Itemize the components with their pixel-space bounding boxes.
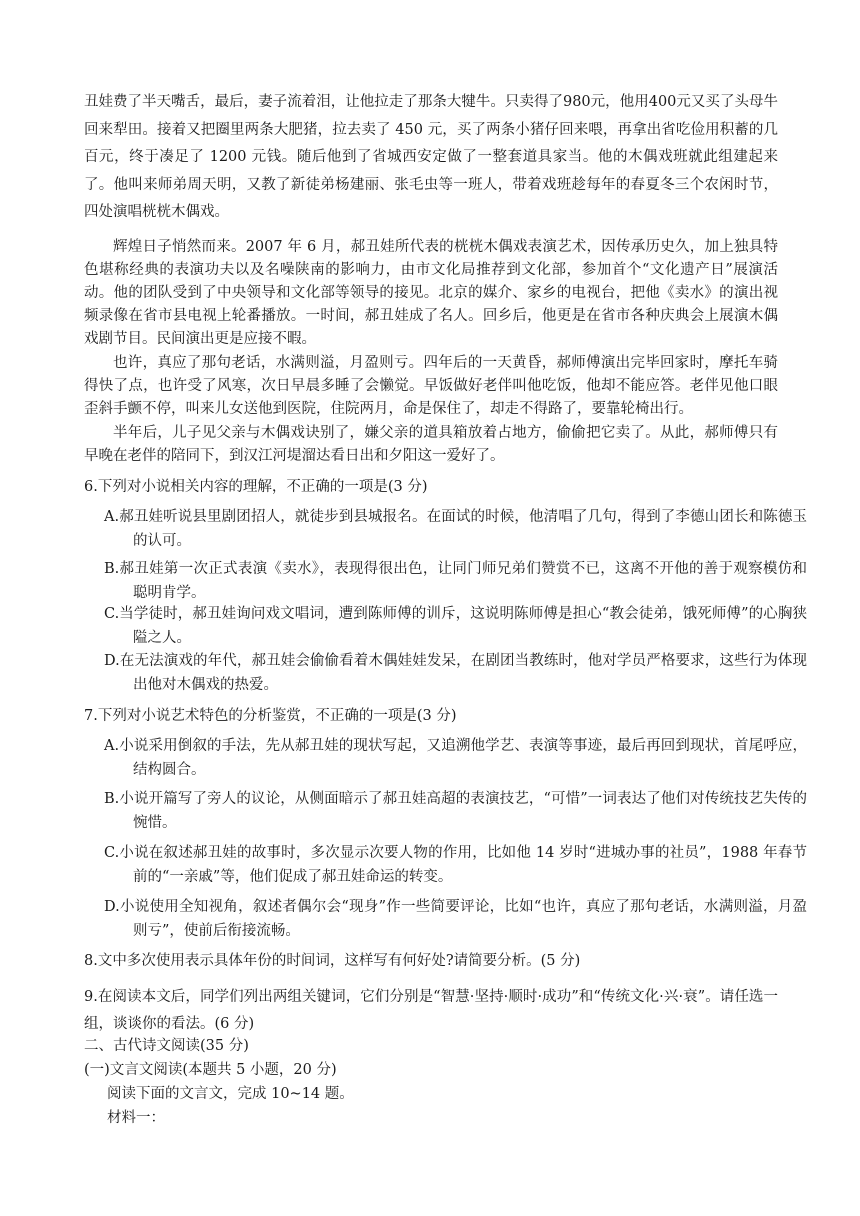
section-title: 二、古代诗文阅读(35 分)	[84, 1038, 249, 1054]
question-9-stem: 9.在阅读本文后，同学们列出两组关键词，它们分别是“智慧·坚持·顺时·成功”和“传统文化·兴·衰”。请任选一组，谈谈你的看法。(6 分)	[84, 989, 778, 1032]
subsection-title: (一)文言文阅读(本题共 5 小题，20 分)	[84, 1062, 337, 1078]
question-6-option-d: D.在无法演戏的年代，郝丑娃会偷偷看着木偶娃娃发呆，在剧团当教练时，他对学员严格要求，这些行为体现出他对木偶戏的热爱。	[104, 653, 807, 693]
story-paragraph-decline: 也许，真应了那句老话，水满则溢，月盈则亏。四年后的一天黄昏，郝师傅演出完毕回家时，摩托车骑得快了点，也许受了风寒，次日早晨多睡了会懒觉。早饭做好老伴叫他吃饭，他却不能应答。老伴见他口眼歪斜手颤不停，叫来儿女送他到医院，住院两月，命是保住了，却走不得路了，要靠轮椅出行。	[84, 355, 778, 417]
question-6-option-a: A.郝丑娃听说县里剧团招人，就徒步到县城报名。在面试的时候，他清唱了几句，得到了李德山团长和陈德玉的认可。	[104, 509, 807, 549]
reading-instruction: 阅读下面的文言文，完成 10~14 题。	[107, 1086, 354, 1102]
material-label: 材料一：	[107, 1110, 165, 1126]
story-paragraph-glory: 辉煌日子悄然而来。2007 年 6 月，郝丑娃所代表的桄桄木偶戏表演艺术，因传承历史久，加上独具特色堪称经典的表演功夫以及名噪陕南的影响力，由市文化局推荐到文化部，参加首个“文化遗产日”展演活动。他的团队受到了中央领导和文化部等领导的接见。北京的媒介、家乡的电视台，把他《卖水》的演出视频录像在省市县电视上轮番播放。一时间，郝丑娃成了名人。回乡后，他更是在省市各种庆典会上展演木偶戏剧节目。民间演出更是应接不暇。	[84, 239, 778, 347]
story-paragraph-continued: 丑娃费了半天嘴舌，最后，妻子流着泪，让他拉走了那条大犍牛。只卖得了980元，他用400元又买了头母牛回来犁田。接着又把圈里两条大肥猪，拉去卖了 450 元，买了两条小猪仔回来喂，再拿出省吃俭用积蓄的几百元，终于凑足了 1200 元钱。随后他到了省城西安定做了一整套道具家当。他的木偶戏班就此组建起来了。他叫来师弟周天明，又教了新徒弟杨建丽、张毛虫等一班人，带着戏班趁每年的春夏冬三个农闲时节，四处演唱桄桄木偶戏。	[84, 94, 778, 220]
question-7-option-a: A.小说采用倒叙的手法，先从郝丑娃的现状写起，又追溯他学艺、表演等事迹，最后再回到现状，首尾呼应，结构圆合。	[104, 738, 807, 778]
question-7-stem: 7.下列对小说艺术特色的分析鉴赏，不正确的一项是(3 分)	[84, 708, 457, 724]
question-8-stem: 8.文中多次使用表示具体年份的时间词，这样写有何好处?请简要分析。(5 分)	[84, 953, 581, 969]
story-paragraph-end: 半年后，儿子见父亲与木偶戏诀别了，嫌父亲的道具箱放着占地方，偷偷把它卖了。从此，郝师傅只有早晚在老伴的陪同下，到汉江河堤溜达看日出和夕阳这一爱好了。	[84, 425, 778, 464]
question-6-stem: 6.下列对小说相关内容的理解，不正确的一项是(3 分)	[84, 479, 428, 495]
question-7-option-d: D.小说使用全知视角，叙述者偶尔会“现身”作一些简要评论，比如“也许，真应了那句老话，水满则溢，月盈则亏”，使前后衔接流畅。	[104, 899, 807, 939]
question-6-option-c: C.当学徒时，郝丑娃询问戏文唱词，遭到陈师傅的训斥，这说明陈师傅是担心“教会徒弟，饿死师傅”的心胸狭隘之人。	[104, 606, 807, 646]
question-7-option-c: C.小说在叙述郝丑娃的故事时，多次显示次要人物的作用，比如他 14 岁时“进城办事的社员”，1988 年春节前的“一亲戚”等，他们促成了郝丑娃命运的转变。	[104, 845, 807, 885]
question-6-option-b: B.郝丑娃第一次正式表演《卖水》，表现得很出色，让同门师兄弟们赞赏不已，这离不开他的善于观察模仿和聪明肯学。	[104, 561, 807, 601]
question-7-option-b: B.小说开篇写了旁人的议论，从侧面暗示了郝丑娃高超的表演技艺，“可惜”一词表达了他们对传统技艺失传的惋惜。	[104, 791, 807, 831]
